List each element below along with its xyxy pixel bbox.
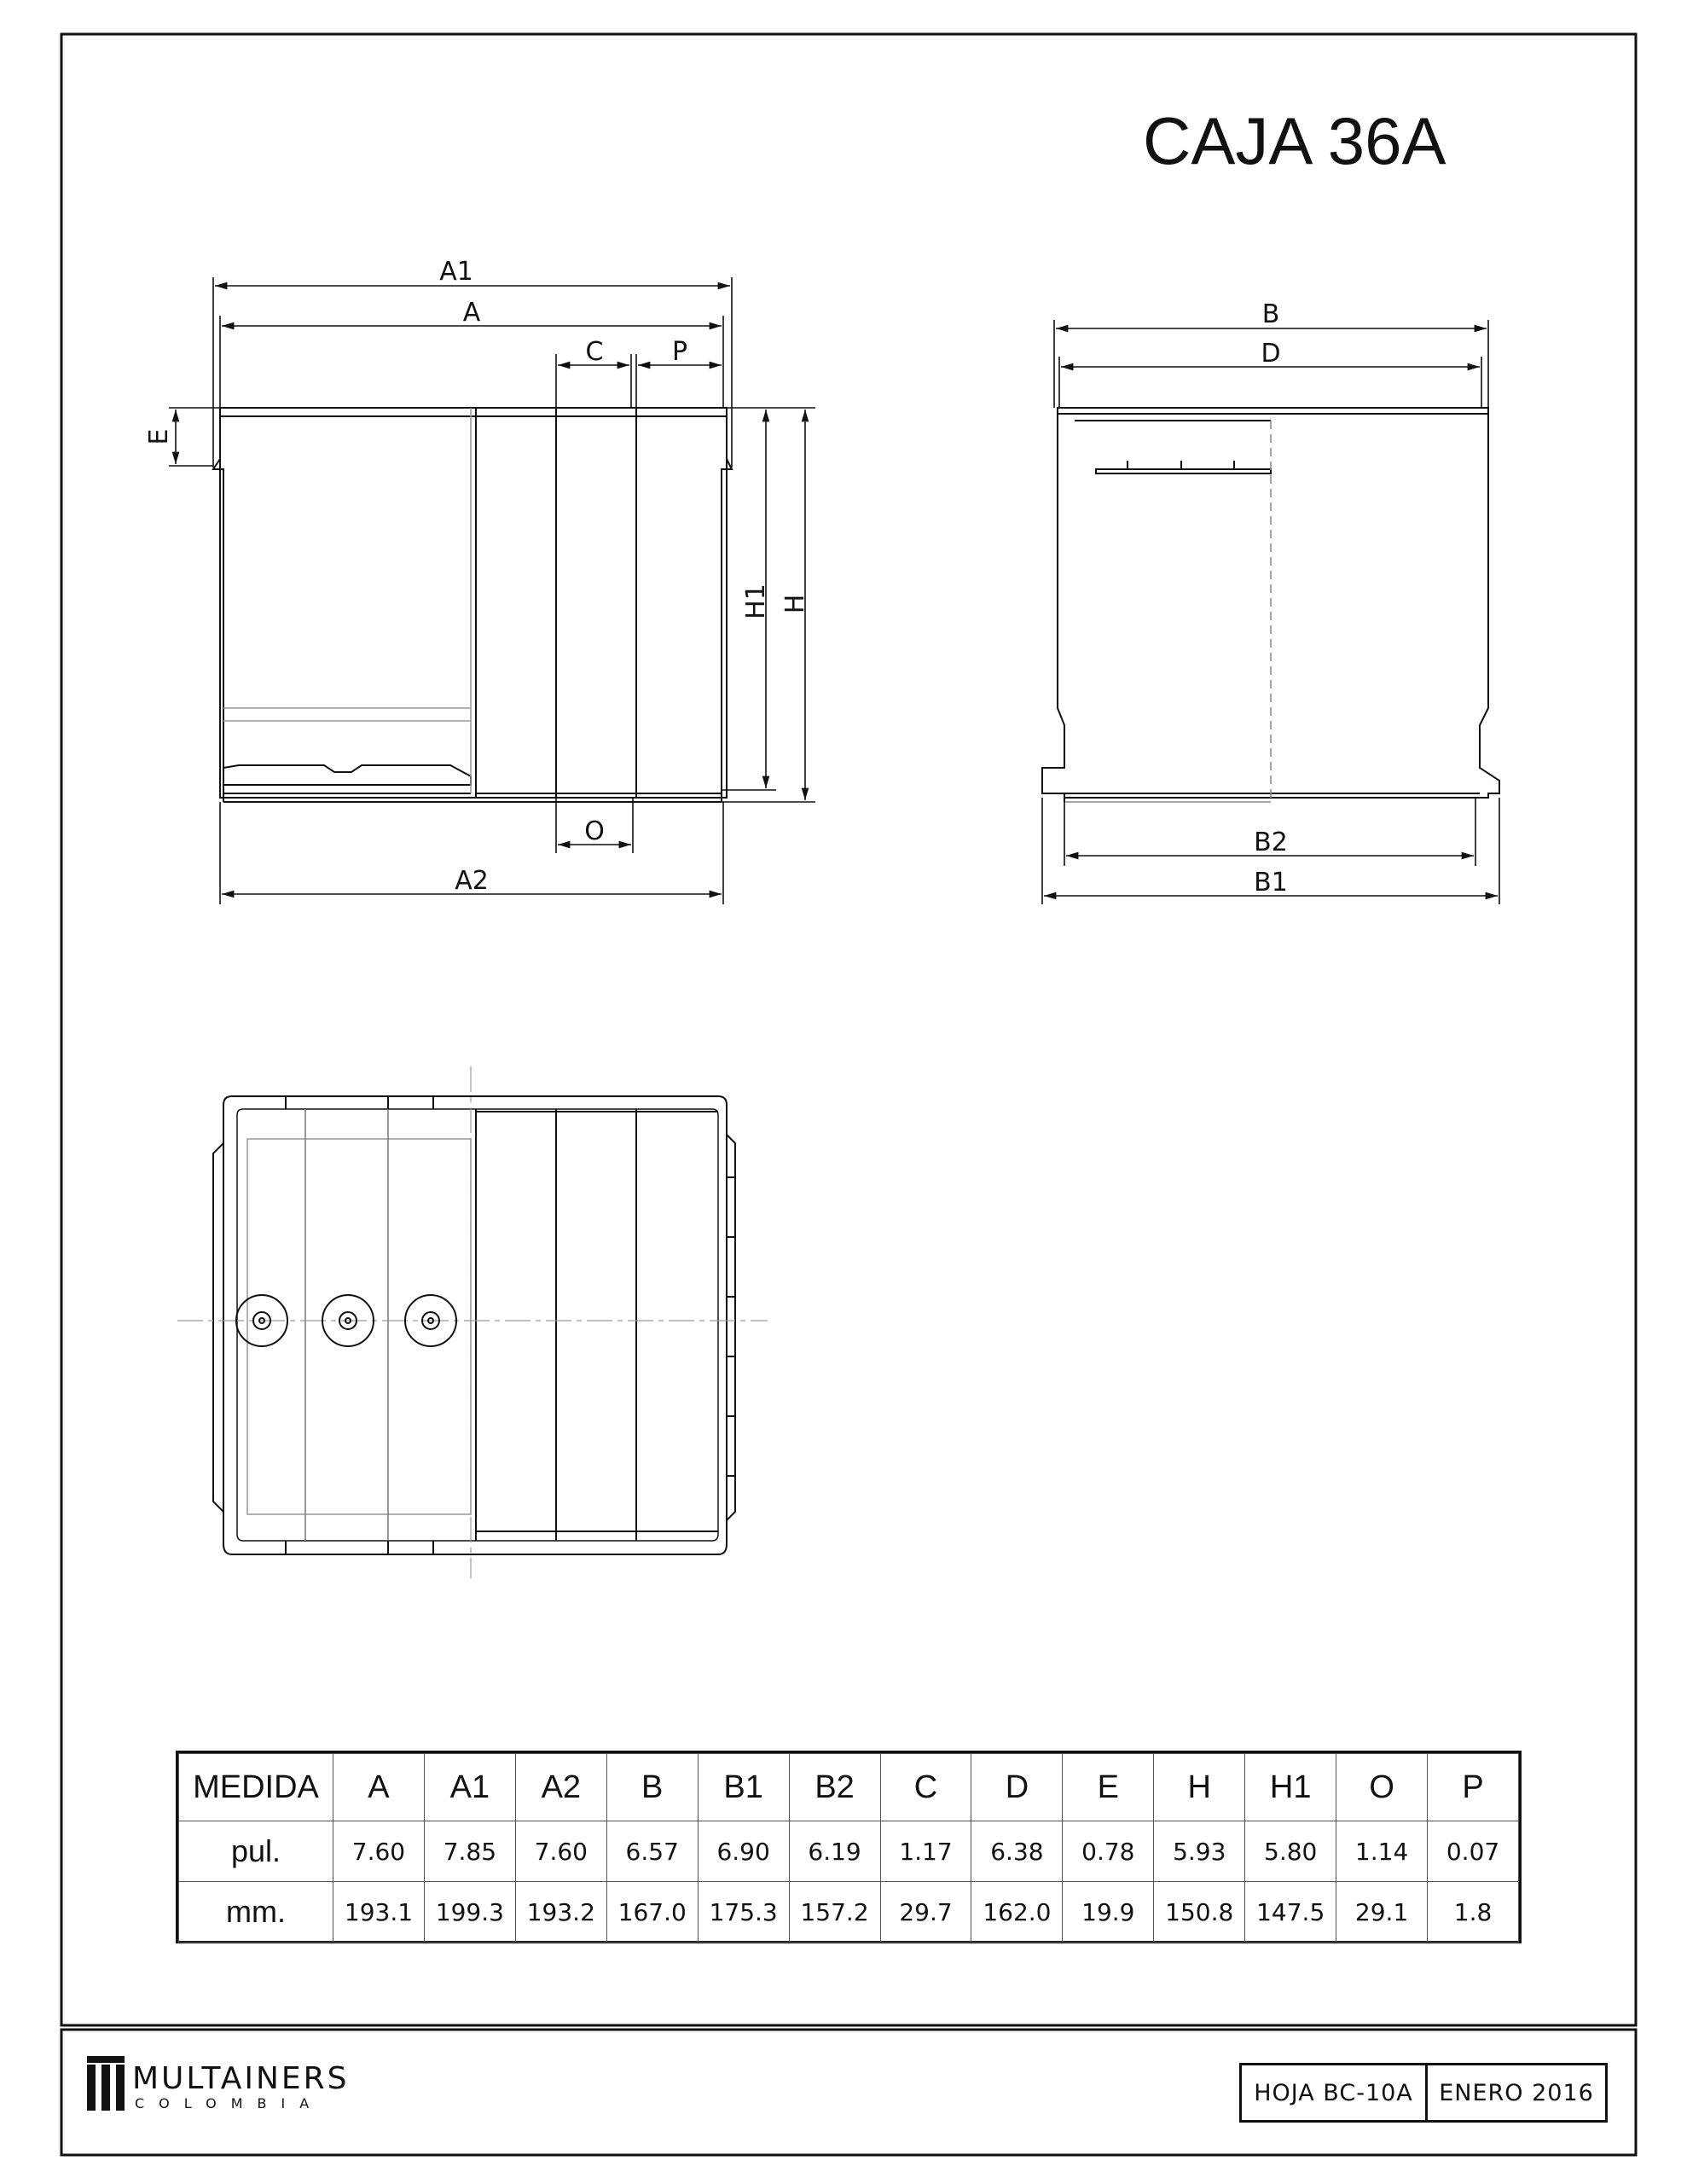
sheet-info-box bbox=[1239, 2063, 1608, 2123]
table-header-cell: H1 bbox=[1245, 1754, 1336, 1821]
sheet-date: ENERO 2016 bbox=[1439, 2079, 1594, 2106]
table-cell: 157.2 bbox=[789, 1882, 880, 1943]
dim-label-o: O bbox=[584, 816, 605, 846]
front-dimensions bbox=[169, 277, 815, 904]
side-view bbox=[1042, 408, 1499, 802]
dim-label-h1: H1 bbox=[741, 584, 771, 619]
multainers-logo bbox=[85, 2054, 358, 2114]
table-cell: 7.60 bbox=[333, 1821, 425, 1882]
table-cell: 162.0 bbox=[971, 1882, 1063, 1943]
table-header-cell: MEDIDA bbox=[179, 1754, 333, 1821]
logo-mark-icon bbox=[85, 2054, 128, 2114]
table-header-cell: A bbox=[333, 1754, 425, 1821]
table-header-cell: P bbox=[1428, 1754, 1519, 1821]
dim-label-a1: A1 bbox=[439, 257, 473, 287]
table-cell: 29.1 bbox=[1336, 1882, 1428, 1943]
dim-label-a2: A2 bbox=[455, 866, 489, 896]
table-header-cell: D bbox=[971, 1754, 1063, 1821]
top-view bbox=[177, 1066, 768, 1578]
table-cell: 7.85 bbox=[424, 1821, 515, 1882]
page-title: CAJA 36A bbox=[1143, 103, 1446, 178]
logo-brand-text: MULTAINERS bbox=[132, 2061, 350, 2096]
dim-label-a: A bbox=[462, 298, 481, 328]
dim-label-h: H bbox=[780, 594, 810, 614]
table-row-label: mm. bbox=[179, 1882, 333, 1943]
sheet-border bbox=[61, 34, 1636, 2025]
table-cell: 1.14 bbox=[1336, 1821, 1428, 1882]
dim-label-e: E bbox=[144, 428, 174, 445]
table-header-cell: C bbox=[880, 1754, 971, 1821]
dim-label-b1: B1 bbox=[1254, 868, 1288, 897]
table-cell: 199.3 bbox=[424, 1882, 515, 1943]
dim-label-c: C bbox=[585, 337, 604, 367]
table-header-cell: H bbox=[1154, 1754, 1245, 1821]
table-cell: 6.38 bbox=[971, 1821, 1063, 1882]
table-header-cell: E bbox=[1063, 1754, 1154, 1821]
table-cell: 0.78 bbox=[1063, 1821, 1154, 1882]
table-header-row bbox=[179, 1754, 1519, 1821]
logo-sub-text: COLOMBIA bbox=[135, 2095, 324, 2111]
dim-label-p: P bbox=[671, 337, 688, 367]
table-cell: 147.5 bbox=[1245, 1882, 1336, 1943]
front-view bbox=[213, 408, 732, 802]
table-cell: 1.8 bbox=[1428, 1882, 1519, 1943]
table-cell: 175.3 bbox=[698, 1882, 789, 1943]
front-dimension-labels bbox=[144, 257, 810, 896]
table-cell: 7.60 bbox=[515, 1821, 606, 1882]
table-cell: 19.9 bbox=[1063, 1882, 1154, 1943]
sheet-number: HOJA BC-10A bbox=[1242, 2065, 1428, 2120]
table-header-cell: B2 bbox=[789, 1754, 880, 1821]
table-header-cell: O bbox=[1336, 1754, 1428, 1821]
table-row bbox=[179, 1882, 1519, 1943]
table-cell: 193.1 bbox=[333, 1882, 425, 1943]
table-cell: 193.2 bbox=[515, 1882, 606, 1943]
table-header-cell: A2 bbox=[515, 1754, 606, 1821]
table-cell: 6.19 bbox=[789, 1821, 880, 1882]
table-cell: 29.7 bbox=[880, 1882, 971, 1943]
table-cell: 0.07 bbox=[1428, 1821, 1519, 1882]
table-cell: 167.0 bbox=[606, 1882, 698, 1943]
dim-label-b: B bbox=[1261, 299, 1280, 329]
table-cell: 6.90 bbox=[698, 1821, 789, 1882]
dimensions-table bbox=[176, 1751, 1522, 1943]
table-cell: 150.8 bbox=[1154, 1882, 1245, 1943]
table-header-cell: B1 bbox=[698, 1754, 789, 1821]
table-row bbox=[179, 1821, 1519, 1882]
table-cell: 5.80 bbox=[1245, 1821, 1336, 1882]
table-header-cell: B bbox=[606, 1754, 698, 1821]
table-header-cell: A1 bbox=[424, 1754, 515, 1821]
dim-label-b2: B2 bbox=[1254, 828, 1288, 857]
table-cell: 5.93 bbox=[1154, 1821, 1245, 1882]
dim-label-d: D bbox=[1261, 339, 1281, 369]
table-cell: 6.57 bbox=[606, 1821, 698, 1882]
table-row-label: pul. bbox=[179, 1821, 333, 1882]
table-cell: 1.17 bbox=[880, 1821, 971, 1882]
